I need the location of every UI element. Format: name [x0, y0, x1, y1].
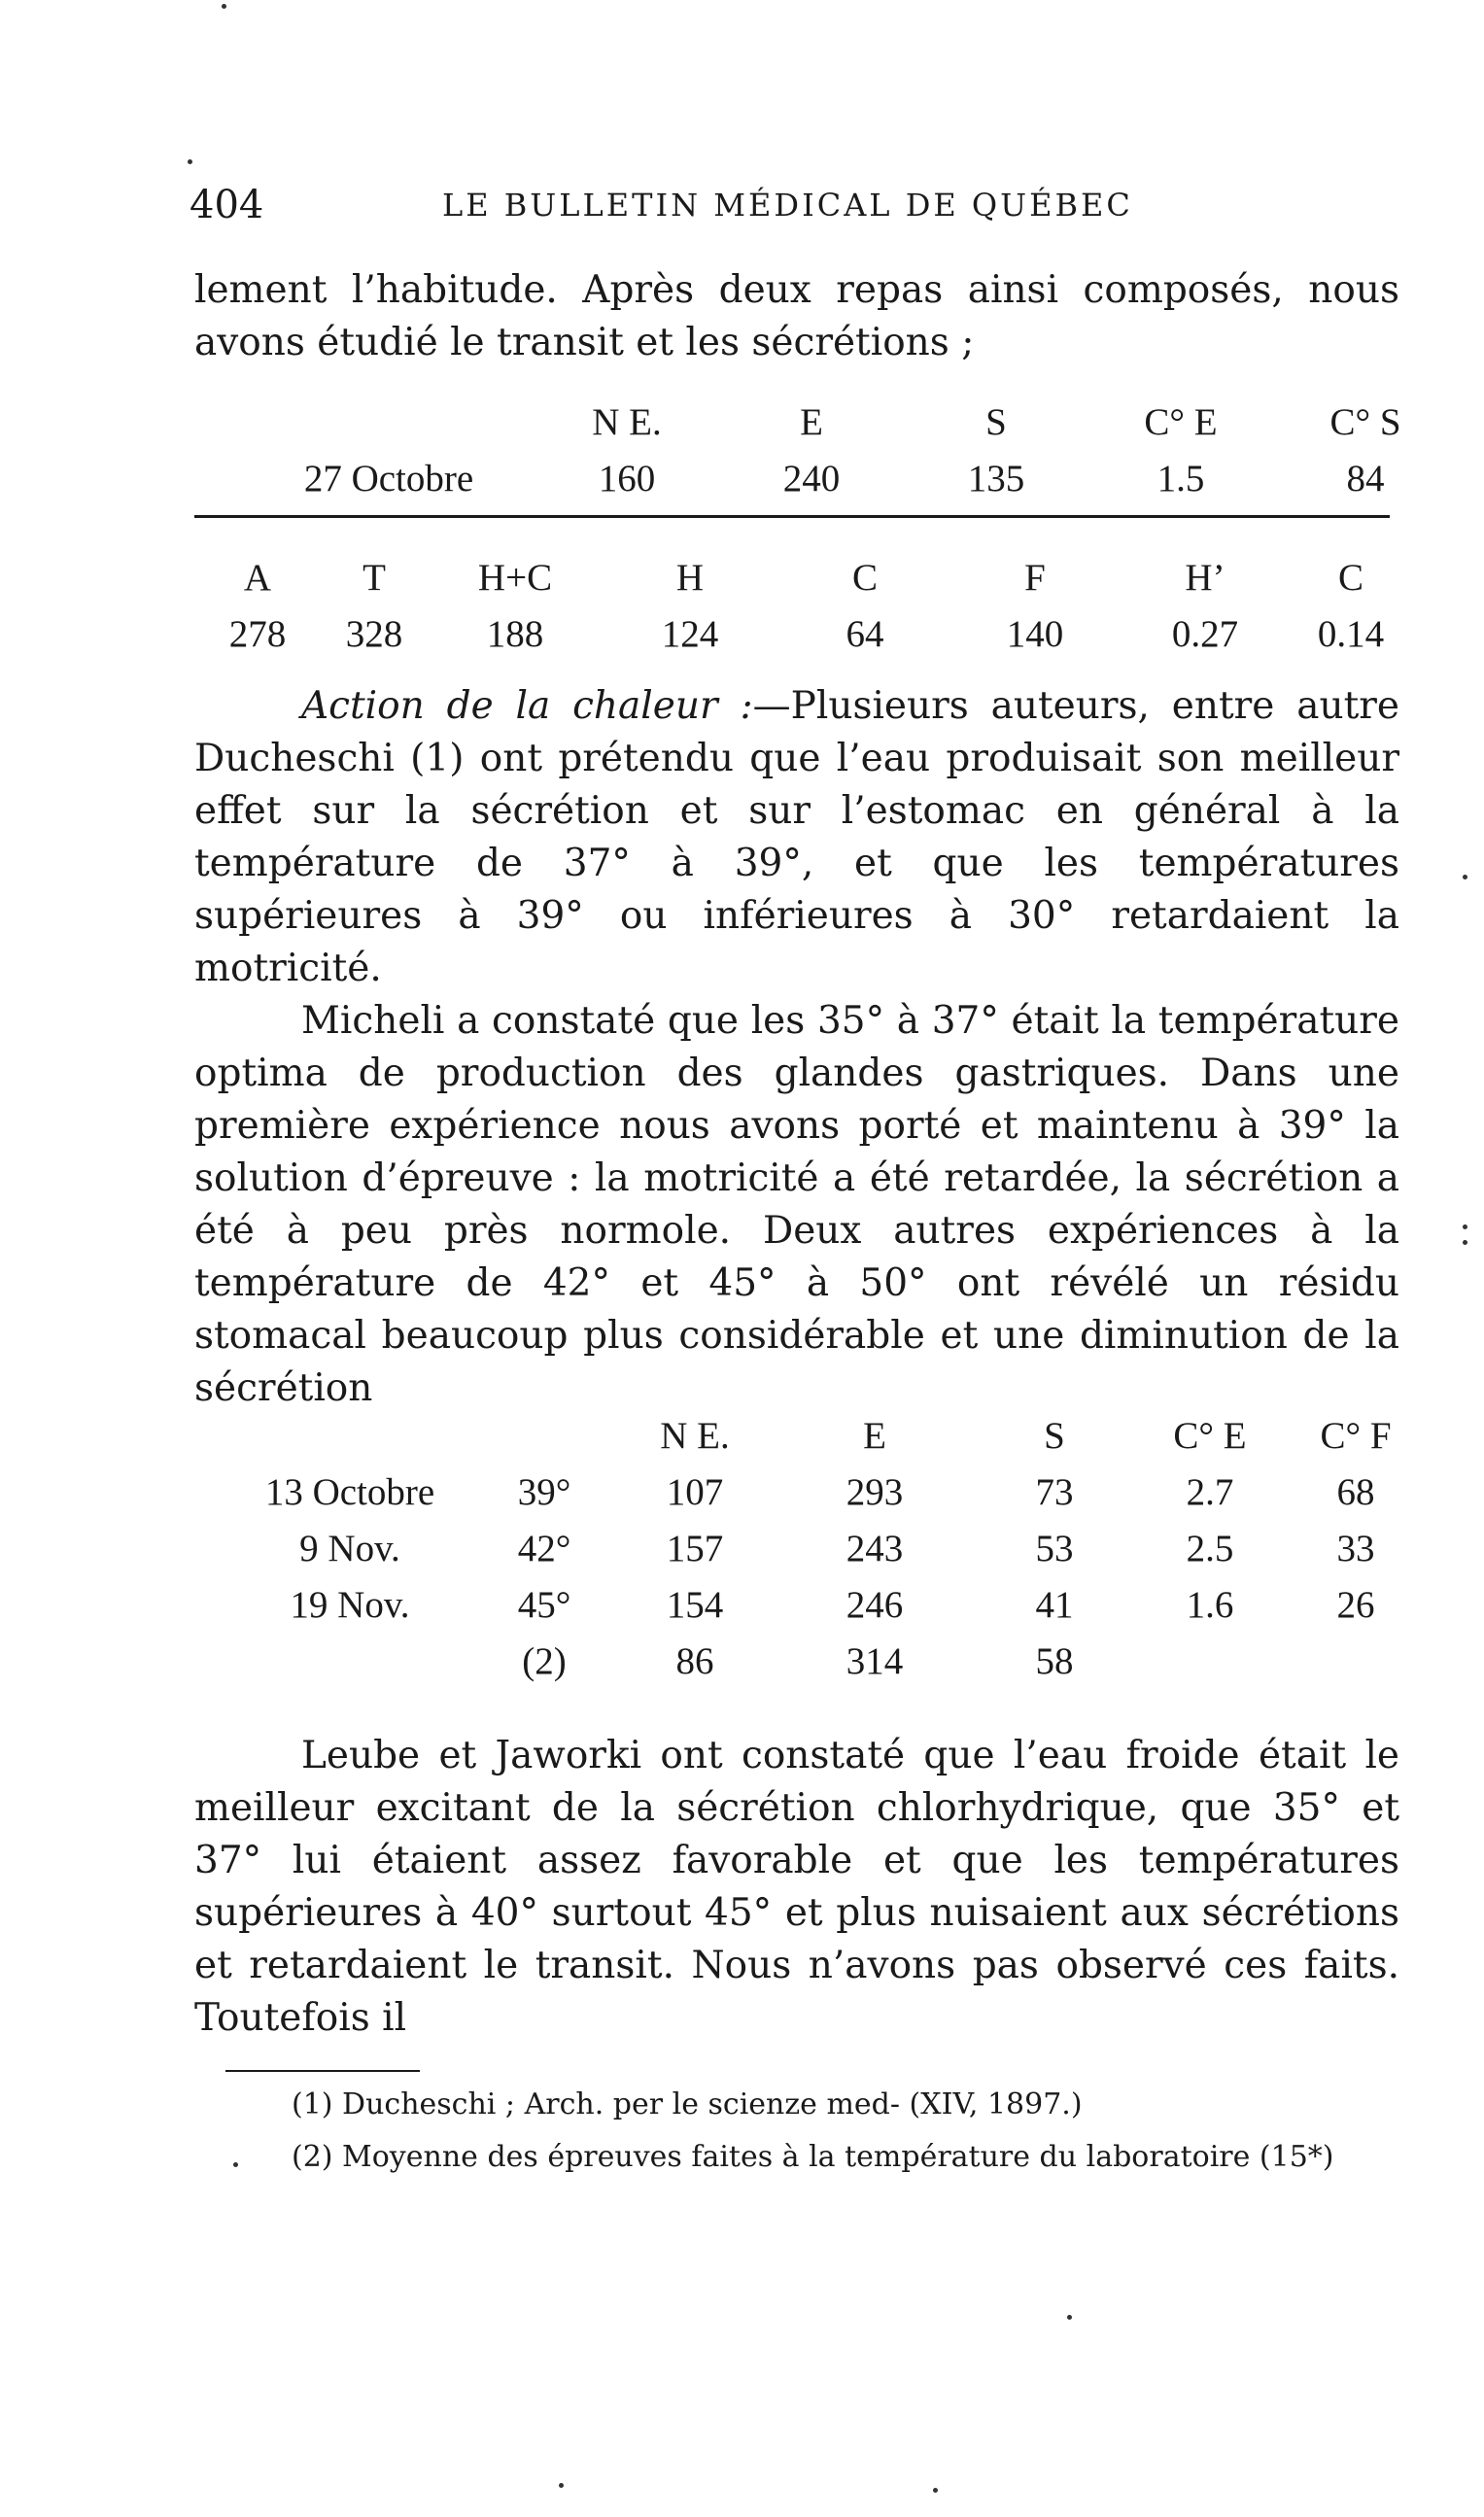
table-row [224, 1633, 1429, 1689]
table-cell: 0.27 [1171, 612, 1239, 655]
intro-paragraph [194, 264, 1399, 369]
table-cell: 278 [228, 612, 287, 655]
micheli-text: Micheli a constaté que les 35° à 37° était la température optima de production des glandes gastriques. Dans une première expérience nous avons porté et maintenu à 39° la solution d’épreuve : la motricité a été retardée, la sécrétion a été à peu près normole. Deux autres expériences à la température de 42° et 45° à 50° ont révélé un résidu stomacal beaucoup plus considérable et une diminution de la sécrétion [194, 999, 1399, 1410]
row-date: 19 Nov. [290, 1583, 410, 1626]
scan-speck [1463, 1240, 1467, 1245]
table-cell: 58 [1035, 1639, 1074, 1682]
row-temperature: 39° [517, 1470, 571, 1513]
column-header: S [1044, 1414, 1065, 1457]
table-row [224, 1520, 1429, 1576]
table-header-row [224, 1407, 1429, 1464]
table-cell: 64 [846, 612, 884, 655]
scan-speck [1067, 2315, 1072, 2320]
column-header: N E. [660, 1414, 730, 1457]
table-header-row [199, 549, 1414, 605]
scan-speck [933, 2488, 938, 2493]
column-header: E [863, 1414, 886, 1457]
table-gastric-values [199, 549, 1414, 662]
micheli-paragraph [194, 995, 1399, 1415]
scan-speck [233, 2162, 238, 2167]
table-cell: 314 [846, 1639, 904, 1682]
column-header: H [675, 556, 705, 599]
scan-speck [1463, 1224, 1467, 1229]
table-row [199, 605, 1414, 662]
column-header: N E. [592, 400, 662, 443]
column-header: C° E [1173, 1414, 1247, 1457]
scan-speck [1463, 875, 1467, 879]
column-header: H+C [477, 556, 553, 599]
row-temperature: 45° [517, 1583, 571, 1626]
table-cell: 84 [1346, 457, 1385, 500]
table-cell: 26 [1336, 1583, 1375, 1626]
table-divider-rule [194, 515, 1390, 518]
table-cell [1137, 1633, 1283, 1689]
table-cell: 154 [666, 1583, 724, 1626]
section-lead: Action de la chaleur : [301, 684, 753, 728]
table-temperature-experiments [224, 1407, 1429, 1689]
scan-speck [559, 2483, 564, 2488]
heat-paragraph [194, 680, 1399, 995]
column-header: C [851, 556, 878, 599]
column-header: T [362, 556, 386, 599]
intro-text: lement l’habitude. Après deux repas ainsi composés, nous avons étudié le transit et les sécrétions ; [194, 268, 1399, 364]
footnote-2: (2) Moyenne des épreuves faites à la température du laboratoire (15*) [292, 2140, 1334, 2174]
table-cell: 157 [666, 1527, 724, 1569]
footnote-1: (1) Ducheschi ; Arch. per le scienze med- (XIV, 1897.) [292, 2087, 1083, 2121]
table-cell: 243 [846, 1527, 904, 1569]
table-cell: 1.6 [1186, 1583, 1234, 1626]
column-header: C [1337, 556, 1363, 599]
row-temperature: 42° [517, 1527, 571, 1569]
table-cell: 2.7 [1186, 1470, 1234, 1513]
column-header: C° E [1144, 400, 1218, 443]
row-date: 13 Octobre [264, 1470, 435, 1513]
table-cell: 107 [666, 1470, 724, 1513]
table-cell: 135 [967, 457, 1025, 500]
table-cell: 240 [782, 457, 841, 500]
table-cell: 328 [345, 612, 403, 655]
scan-speck [188, 159, 192, 164]
table-cell: 0.14 [1317, 612, 1385, 655]
heat-text: —Plusieurs auteurs, entre autre Ducheschi (1) ont prétendu que l’eau produisait son meilleur effet sur la sécrétion et sur l’estomac en général à la température de 37° à 39°, et que les températures supérieures à 39° ou inférieures à 30° retardaient la motricité. [194, 684, 1399, 990]
table-cell: 293 [846, 1470, 904, 1513]
column-header: S [985, 400, 1007, 443]
table-cell: 53 [1035, 1527, 1074, 1569]
table-cell: 33 [1336, 1527, 1375, 1569]
table-cell: 246 [846, 1583, 904, 1626]
scan-speck [222, 4, 226, 9]
column-header: C° F [1320, 1414, 1392, 1457]
table-27-octobre [243, 394, 1458, 506]
table-cell: 1.5 [1156, 457, 1205, 500]
table-header-row [243, 394, 1458, 450]
table-cell: 188 [486, 612, 544, 655]
table-cell: 2.5 [1186, 1527, 1234, 1569]
table-cell: 160 [598, 457, 656, 500]
table-row [224, 1576, 1429, 1633]
footnote-rule [225, 2070, 420, 2072]
table-cell: 86 [675, 1639, 714, 1682]
row-date [224, 1633, 476, 1689]
column-header: H’ [1185, 556, 1225, 599]
table-cell: 73 [1035, 1470, 1074, 1513]
table-row [224, 1464, 1429, 1520]
row-label: 27 Octobre [303, 457, 474, 500]
page-number: 404 [190, 183, 264, 227]
table-cell: 124 [661, 612, 719, 655]
leube-text: Leube et Jaworki ont constaté que l’eau froide était le meilleur excitant de la sécrétion chlorhydrique, que 35° et 37° lui étaient assez favorable et que les températures supérieures à 40° surtout 45° et plus nuisaient aux sécrétions et retardaient le transit. Nous n’avons pas observé ces faits. Toutefois il [194, 1734, 1399, 2040]
table-cell: 68 [1336, 1470, 1375, 1513]
table-cell [1283, 1633, 1429, 1689]
row-temperature: (2) [522, 1639, 567, 1682]
column-header: A [243, 556, 272, 599]
table-cell: 41 [1035, 1583, 1074, 1626]
column-header: C° S [1329, 400, 1401, 443]
table-row [243, 450, 1458, 506]
running-title: LE BULLETIN MÉDICAL DE QUÉBEC [442, 187, 1133, 224]
column-header: F [1024, 556, 1046, 599]
column-header: E [800, 400, 823, 443]
table-cell: 140 [1006, 612, 1064, 655]
row-date: 9 Nov. [299, 1527, 400, 1569]
leube-paragraph [194, 1730, 1399, 2045]
